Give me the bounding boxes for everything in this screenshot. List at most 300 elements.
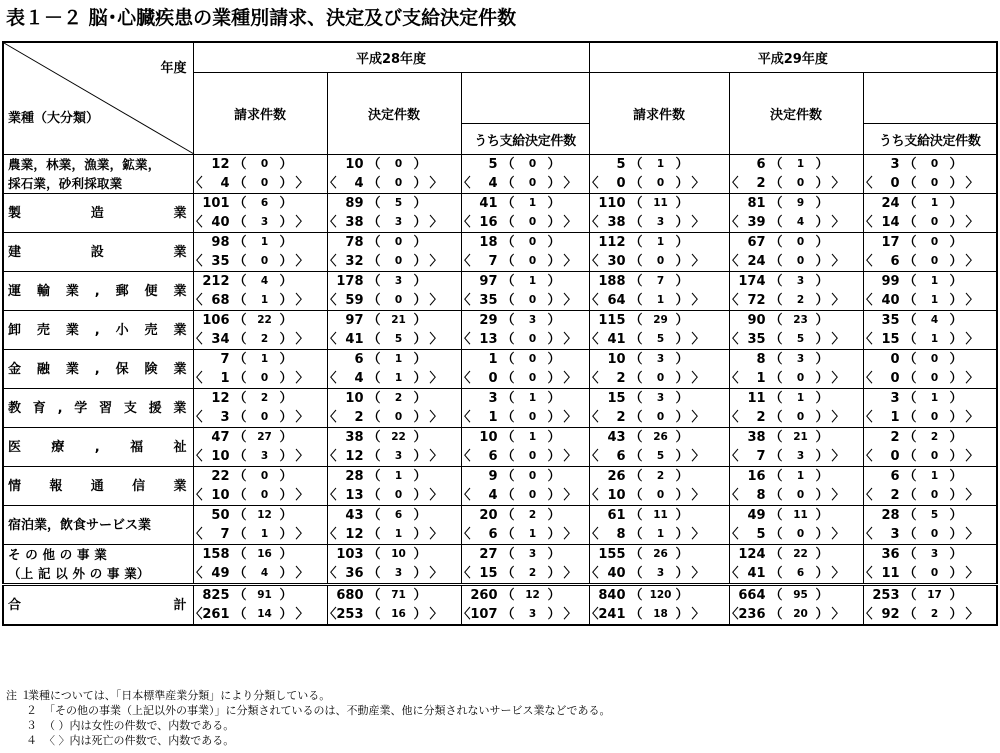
paren-open: （ xyxy=(769,391,783,406)
female-count: 1 xyxy=(930,392,939,404)
industry-label-char: 業 xyxy=(173,283,187,299)
death-female-count: 0 xyxy=(260,255,269,267)
count-value: 101 xyxy=(202,196,230,211)
angle-close: 〉 xyxy=(965,176,979,191)
death-female-count: 1 xyxy=(930,333,939,345)
paren-open: （ xyxy=(367,215,381,230)
female-count: 3 xyxy=(528,548,537,560)
paren-open: （ xyxy=(501,371,515,386)
count-line xyxy=(328,428,461,447)
count-line xyxy=(590,272,729,291)
angle-open: 〈 xyxy=(859,371,873,386)
paren-open: （ xyxy=(769,588,783,603)
female-count: 0 xyxy=(528,158,537,170)
angle-close: 〉 xyxy=(295,527,309,542)
paren-open: （ xyxy=(501,313,515,328)
angle-open: 〈 xyxy=(585,527,599,542)
death-count: 64 xyxy=(607,293,626,308)
paren-close: ） xyxy=(815,488,829,503)
paren-open: （ xyxy=(501,235,515,250)
claims-table xyxy=(2,41,998,626)
table-row xyxy=(3,545,997,585)
death-count: 40 xyxy=(607,566,626,581)
death-count: 35 xyxy=(479,293,498,308)
paren-close: ） xyxy=(279,215,293,230)
death-count: 16 xyxy=(479,215,498,230)
industry-label-char: 融 xyxy=(36,361,50,377)
paren-open: （ xyxy=(629,254,643,269)
death-count: 0 xyxy=(616,176,626,191)
paren-open: （ xyxy=(367,274,381,289)
table-row xyxy=(3,272,997,311)
angle-close: 〉 xyxy=(965,410,979,425)
angle-open: 〈 xyxy=(725,607,739,622)
data-cell xyxy=(725,545,863,585)
paren-close: ） xyxy=(547,607,561,622)
paren-close: ） xyxy=(815,449,829,464)
paren-open: （ xyxy=(769,332,783,347)
paren-open: （ xyxy=(367,607,381,622)
count-value: 38 xyxy=(747,430,766,445)
angle-open: 〈 xyxy=(457,332,471,347)
paren-open: （ xyxy=(903,547,917,562)
industry-label-two-line xyxy=(8,545,193,583)
death-line xyxy=(457,486,589,505)
death-female-count: 1 xyxy=(260,528,269,540)
paren-open: （ xyxy=(501,607,515,622)
death-female-count: 3 xyxy=(656,216,665,228)
death-count: 36 xyxy=(345,566,364,581)
angle-open: 〈 xyxy=(859,449,873,464)
female-count: 3 xyxy=(796,275,805,287)
paren-close: ） xyxy=(547,254,561,269)
female-count: 1 xyxy=(394,470,403,482)
death-female-count: 3 xyxy=(528,608,537,620)
paren-close: ） xyxy=(675,588,689,603)
angle-open: 〈 xyxy=(323,449,337,464)
death-female-count: 0 xyxy=(930,255,939,267)
industry-label-char: 業 xyxy=(173,244,187,260)
count-line xyxy=(730,428,863,447)
paren-open: （ xyxy=(367,157,381,172)
death-count: 6 xyxy=(890,254,900,269)
angle-close: 〉 xyxy=(295,449,309,464)
data-cell xyxy=(725,272,863,311)
paren-open: （ xyxy=(501,588,515,603)
angle-open: 〈 xyxy=(859,332,873,347)
count-value: 97 xyxy=(345,313,364,328)
death-line xyxy=(585,213,729,232)
death-line xyxy=(457,525,589,544)
female-count: 2 xyxy=(260,392,269,404)
paren-open: （ xyxy=(501,508,515,523)
paren-open: （ xyxy=(629,449,643,464)
death-line xyxy=(189,330,327,349)
data-cell xyxy=(585,311,729,350)
death-count: 2 xyxy=(756,176,766,191)
paren-close: ） xyxy=(279,196,293,211)
death-line xyxy=(859,525,997,544)
corner-industry-label: 業種（大分類） xyxy=(8,111,100,126)
count-value: 29 xyxy=(479,313,498,328)
industry-label-char: 金 xyxy=(8,361,22,377)
paren-close: ） xyxy=(413,313,427,328)
female-count: 27 xyxy=(257,431,272,443)
industry-label-justified xyxy=(8,596,193,615)
female-count: 1 xyxy=(656,236,665,248)
female-count: 0 xyxy=(796,236,805,248)
death-line xyxy=(457,369,589,388)
death-female-count: 3 xyxy=(260,216,269,228)
angle-open: 〈 xyxy=(859,607,873,622)
paren-close: ） xyxy=(949,430,963,445)
paren-open: （ xyxy=(367,176,381,191)
paren-open: （ xyxy=(233,215,247,230)
paren-open: （ xyxy=(769,607,783,622)
death-count: 38 xyxy=(345,215,364,230)
death-count: 7 xyxy=(220,527,230,542)
count-value: 7 xyxy=(220,352,230,367)
paren-close: ） xyxy=(279,547,293,562)
col-approved-h28: うち支給決定件数 xyxy=(461,124,589,155)
death-line xyxy=(859,252,997,271)
table-row xyxy=(3,389,997,428)
paren-close: ） xyxy=(675,352,689,367)
count-line xyxy=(590,194,729,213)
death-count: 253 xyxy=(336,607,364,622)
paren-open: （ xyxy=(629,430,643,445)
count-line xyxy=(864,350,997,369)
paren-close: ） xyxy=(279,274,293,289)
death-line xyxy=(189,564,327,583)
industry-label-justified xyxy=(8,204,193,223)
paren-close: ） xyxy=(413,547,427,562)
paren-open: （ xyxy=(903,371,917,386)
paren-open: （ xyxy=(903,196,917,211)
count-value: 3 xyxy=(488,391,498,406)
industry-label-char: 便 xyxy=(144,283,158,299)
count-value: 840 xyxy=(598,588,626,603)
death-count: 1 xyxy=(756,371,766,386)
paren-close: ） xyxy=(675,254,689,269)
col-claims-h28: 請求件数 xyxy=(193,73,327,155)
angle-close: 〉 xyxy=(831,371,845,386)
angle-open: 〈 xyxy=(457,215,471,230)
death-line xyxy=(323,330,461,349)
data-cell xyxy=(457,311,589,350)
angle-open: 〈 xyxy=(859,176,873,191)
paren-close: ） xyxy=(413,235,427,250)
paren-close: ） xyxy=(949,566,963,581)
female-count: 1 xyxy=(930,197,939,209)
paren-open: （ xyxy=(501,196,515,211)
angle-close: 〉 xyxy=(563,410,577,425)
death-female-count: 3 xyxy=(796,450,805,462)
paren-open: （ xyxy=(629,313,643,328)
count-line xyxy=(462,428,589,447)
death-count: 3 xyxy=(220,410,230,425)
paren-close: ） xyxy=(413,371,427,386)
industry-label-char: 建 xyxy=(8,244,22,260)
count-line xyxy=(328,311,461,330)
female-count: 71 xyxy=(391,589,406,601)
paren-close: ） xyxy=(413,293,427,308)
col-decisions-h29: 決定件数 xyxy=(729,73,863,155)
death-female-count: 5 xyxy=(796,333,805,345)
note-text: 業種については、「日本標準産業分類」により分類している。 xyxy=(28,689,331,702)
death-count: 49 xyxy=(211,566,230,581)
death-female-count: 0 xyxy=(394,489,403,501)
paren-close: ） xyxy=(675,157,689,172)
angle-open: 〈 xyxy=(457,410,471,425)
count-line xyxy=(730,233,863,252)
industry-label xyxy=(3,467,193,506)
paren-open: （ xyxy=(233,371,247,386)
angle-open: 〈 xyxy=(859,527,873,542)
note-line xyxy=(6,718,611,733)
industry-label xyxy=(3,428,193,467)
industry-label xyxy=(3,194,193,233)
death-line xyxy=(457,330,589,349)
count-value: 103 xyxy=(336,547,364,562)
death-count: 40 xyxy=(881,293,900,308)
angle-close: 〉 xyxy=(691,449,705,464)
paren-close: ） xyxy=(949,410,963,425)
count-value: 178 xyxy=(336,274,364,289)
count-line xyxy=(730,545,863,564)
death-line xyxy=(725,564,863,583)
data-cell xyxy=(189,585,327,626)
death-count: 12 xyxy=(345,449,364,464)
death-female-count: 3 xyxy=(656,567,665,579)
count-line xyxy=(864,586,997,605)
paren-open: （ xyxy=(501,352,515,367)
paren-open: （ xyxy=(367,508,381,523)
data-cell xyxy=(323,233,461,272)
paren-close: ） xyxy=(279,176,293,191)
death-female-count: 0 xyxy=(930,216,939,228)
industry-label xyxy=(3,350,193,389)
death-count: 4 xyxy=(488,176,498,191)
count-value: 26 xyxy=(607,469,626,484)
death-line xyxy=(323,174,461,193)
female-count: 1 xyxy=(796,470,805,482)
paren-open: （ xyxy=(903,410,917,425)
female-count: 91 xyxy=(257,589,272,601)
angle-open: 〈 xyxy=(725,527,739,542)
paren-close: ） xyxy=(949,352,963,367)
angle-open: 〈 xyxy=(859,566,873,581)
count-line xyxy=(864,155,997,174)
data-cell xyxy=(189,428,327,467)
death-female-count: 0 xyxy=(796,372,805,384)
death-female-count: 0 xyxy=(528,450,537,462)
death-count: 41 xyxy=(345,332,364,347)
female-count: 3 xyxy=(656,392,665,404)
death-female-count: 0 xyxy=(528,333,537,345)
death-count: 34 xyxy=(211,332,230,347)
death-female-count: 2 xyxy=(260,333,269,345)
count-value: 27 xyxy=(479,547,498,562)
data-cell xyxy=(457,506,589,545)
data-cell xyxy=(457,585,589,626)
angle-close: 〉 xyxy=(295,371,309,386)
death-line xyxy=(725,174,863,193)
paren-open: （ xyxy=(629,508,643,523)
note-number: ２ xyxy=(26,704,37,717)
death-count: 0 xyxy=(890,371,900,386)
death-count: 24 xyxy=(747,254,766,269)
industry-label xyxy=(3,155,193,194)
paren-open: （ xyxy=(233,566,247,581)
paren-close: ） xyxy=(815,176,829,191)
industry-label xyxy=(3,389,193,428)
count-line xyxy=(328,506,461,525)
death-count: 6 xyxy=(488,527,498,542)
angle-close: 〉 xyxy=(965,449,979,464)
angle-open: 〈 xyxy=(457,371,471,386)
death-female-count: 0 xyxy=(260,177,269,189)
death-line xyxy=(859,447,997,466)
data-cell xyxy=(725,350,863,389)
paren-open: （ xyxy=(501,391,515,406)
count-value: 9 xyxy=(488,469,498,484)
angle-close: 〉 xyxy=(429,527,443,542)
industry-label-char: 業 xyxy=(173,205,187,221)
count-line xyxy=(590,155,729,174)
industry-label-char: 業 xyxy=(65,361,79,377)
death-count: 5 xyxy=(756,527,766,542)
death-female-count: 0 xyxy=(930,450,939,462)
angle-open: 〈 xyxy=(585,566,599,581)
data-cell xyxy=(859,194,997,233)
industry-label-char: 卸 xyxy=(8,322,22,338)
female-count: 1 xyxy=(796,158,805,170)
data-cell xyxy=(859,585,997,626)
paren-close: ） xyxy=(413,566,427,581)
angle-close: 〉 xyxy=(965,566,979,581)
paren-close: ） xyxy=(815,293,829,308)
angle-open: 〈 xyxy=(457,488,471,503)
data-cell xyxy=(725,467,863,506)
death-count: 4 xyxy=(220,176,230,191)
industry-label-char: 業 xyxy=(65,322,79,338)
death-line xyxy=(585,291,729,310)
paren-close: ） xyxy=(547,371,561,386)
angle-close: 〉 xyxy=(831,566,845,581)
paren-close: ） xyxy=(413,332,427,347)
industry-label xyxy=(3,585,193,626)
angle-close: 〉 xyxy=(563,176,577,191)
count-line xyxy=(864,194,997,213)
death-female-count: 5 xyxy=(394,333,403,345)
death-line xyxy=(457,213,589,232)
angle-close: 〉 xyxy=(691,566,705,581)
count-line xyxy=(194,311,327,330)
paren-open: （ xyxy=(501,176,515,191)
female-count: 17 xyxy=(927,589,942,601)
angle-close: 〉 xyxy=(831,176,845,191)
death-count: 68 xyxy=(211,293,230,308)
data-cell xyxy=(457,155,589,194)
paren-close: ） xyxy=(949,332,963,347)
death-female-count: 1 xyxy=(260,294,269,306)
paren-open: （ xyxy=(903,215,917,230)
paren-close: ） xyxy=(949,254,963,269)
death-count: 236 xyxy=(738,607,766,622)
industry-label-char: 福 xyxy=(130,439,144,455)
paren-open: （ xyxy=(769,449,783,464)
death-line xyxy=(189,291,327,310)
industry-label-char: , xyxy=(94,322,100,338)
death-count: 39 xyxy=(747,215,766,230)
paren-close: ） xyxy=(949,469,963,484)
paren-close: ） xyxy=(279,527,293,542)
count-line xyxy=(462,311,589,330)
death-line xyxy=(725,291,863,310)
notes xyxy=(6,688,611,748)
count-value: 3 xyxy=(890,157,900,172)
death-line xyxy=(323,213,461,232)
death-female-count: 0 xyxy=(528,255,537,267)
count-line xyxy=(590,389,729,408)
death-count: 6 xyxy=(488,449,498,464)
death-female-count: 1 xyxy=(930,294,939,306)
paren-open: （ xyxy=(501,293,515,308)
death-line xyxy=(189,252,327,271)
data-cell xyxy=(457,350,589,389)
death-count: 7 xyxy=(488,254,498,269)
death-line xyxy=(189,369,327,388)
count-line xyxy=(730,155,863,174)
count-value: 36 xyxy=(881,547,900,562)
paren-close: ） xyxy=(279,566,293,581)
industry-label-char: 支 xyxy=(123,400,137,416)
death-count: 4 xyxy=(488,488,498,503)
death-line xyxy=(585,174,729,193)
paren-open: （ xyxy=(233,508,247,523)
count-value: 8 xyxy=(756,352,766,367)
female-count: 23 xyxy=(793,314,808,326)
data-cell xyxy=(189,194,327,233)
death-count: 7 xyxy=(756,449,766,464)
paren-close: ） xyxy=(675,527,689,542)
table-row xyxy=(3,311,997,350)
data-cell xyxy=(323,506,461,545)
death-line xyxy=(457,408,589,427)
death-line xyxy=(457,291,589,310)
death-female-count: 1 xyxy=(528,528,537,540)
angle-close: 〉 xyxy=(965,488,979,503)
death-line xyxy=(323,447,461,466)
female-count: 3 xyxy=(656,353,665,365)
count-line xyxy=(194,545,327,564)
count-value: 212 xyxy=(202,274,230,289)
count-line xyxy=(328,545,461,564)
death-line xyxy=(585,605,729,624)
female-count: 95 xyxy=(793,589,808,601)
angle-close: 〉 xyxy=(691,293,705,308)
angle-open: 〈 xyxy=(457,176,471,191)
angle-open: 〈 xyxy=(189,488,203,503)
data-cell xyxy=(585,467,729,506)
angle-close: 〉 xyxy=(563,607,577,622)
angle-close: 〉 xyxy=(831,449,845,464)
angle-close: 〉 xyxy=(295,254,309,269)
count-line xyxy=(328,272,461,291)
death-female-count: 6 xyxy=(796,567,805,579)
count-line xyxy=(590,586,729,605)
